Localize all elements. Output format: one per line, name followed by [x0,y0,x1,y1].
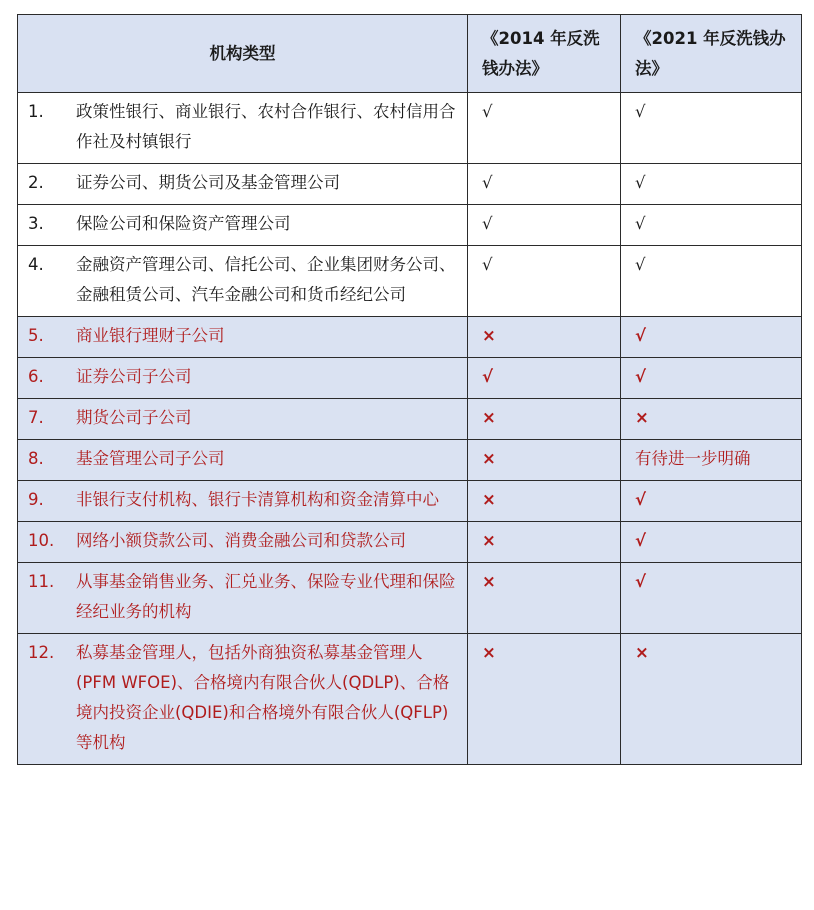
institution-type-text: 网络小额贷款公司、消费金融公司和贷款公司 [76,531,406,550]
status-2014-cell: √ [468,205,621,246]
status-2021-cell: × [621,634,802,765]
table-row [18,358,802,399]
row-number: 8. [28,449,44,468]
status-2014-cell: × [468,399,621,440]
status-2021-cell: √ [621,317,802,358]
institution-type-cell [18,634,468,765]
table-row [18,399,802,440]
status-2014-cell: × [468,563,621,634]
header-2021-rules: 《2021 年反洗钱办法》 [621,15,802,93]
row-number: 1. [28,102,44,121]
status-2014-cell: √ [468,358,621,399]
institution-type-cell [18,481,468,522]
institution-type-text: 基金管理公司子公司 [76,449,225,468]
status-2014-cell: √ [468,246,621,317]
institution-type-cell [18,246,468,317]
row-number: 9. [28,490,44,509]
status-2014-cell: √ [468,93,621,164]
aml-comparison-table [17,14,802,765]
institution-type-cell [18,358,468,399]
table-row [18,164,802,205]
institution-type-cell [18,93,468,164]
row-number: 2. [28,173,44,192]
table-body [18,93,802,765]
status-2014-cell: √ [468,164,621,205]
table-row [18,634,802,765]
row-number: 7. [28,408,44,427]
table-row [18,563,802,634]
table-header-row [18,15,802,93]
institution-type-cell [18,399,468,440]
institution-type-text: 从事基金销售业务、汇兑业务、保险专业代理和保险经纪业务的机构 [76,572,456,621]
table-row [18,522,802,563]
status-2014-cell: × [468,440,621,481]
institution-type-cell [18,440,468,481]
status-2014-cell: × [468,522,621,563]
status-2021-cell: √ [621,164,802,205]
status-2021-cell: √ [621,93,802,164]
table-row [18,317,802,358]
comparison-table-container [17,14,802,765]
table-row [18,481,802,522]
table-row [18,205,802,246]
status-2021-cell: √ [621,358,802,399]
status-2021-cell: × [621,399,802,440]
row-number: 6. [28,367,44,386]
status-2021-cell: √ [621,246,802,317]
row-number: 10. [28,531,55,550]
table-row [18,93,802,164]
status-2014-cell: × [468,317,621,358]
status-2021-cell: √ [621,481,802,522]
table-row [18,246,802,317]
institution-type-text: 证券公司子公司 [76,367,192,386]
row-number: 11. [28,572,55,591]
header-2014-rules: 《2014 年反洗钱办法》 [468,15,621,93]
institution-type-text: 商业银行理财子公司 [76,326,225,345]
institution-type-text: 私募基金管理人，包括外商独资私募基金管理人(PFM WFOE)、合格境内有限合伙人(QDLP)、合格境内投资企业(QDIE)和合格境外有限合伙人(QFLP)等机构 [76,643,450,752]
status-2021-cell: √ [621,205,802,246]
row-number: 5. [28,326,44,345]
row-number: 4. [28,255,44,274]
institution-type-text: 非银行支付机构、银行卡清算机构和资金清算中心 [76,490,439,509]
institution-type-cell [18,522,468,563]
institution-type-text: 证券公司、期货公司及基金管理公司 [76,173,340,192]
status-2021-cell: √ [621,563,802,634]
institution-type-cell [18,317,468,358]
status-2021-cell: 有待进一步明确 [621,440,802,481]
institution-type-cell [18,205,468,246]
status-2014-cell: × [468,634,621,765]
table-row [18,440,802,481]
row-number: 3. [28,214,44,233]
institution-type-text: 金融资产管理公司、信托公司、企业集团财务公司、金融租赁公司、汽车金融公司和货币经纪公司 [76,255,456,304]
institution-type-text: 保险公司和保险资产管理公司 [76,214,291,233]
institution-type-cell [18,563,468,634]
row-number: 12. [28,643,55,662]
header-institution-type: 机构类型 [18,15,468,93]
institution-type-text: 期货公司子公司 [76,408,192,427]
institution-type-cell [18,164,468,205]
status-2021-cell: √ [621,522,802,563]
institution-type-text: 政策性银行、商业银行、农村合作银行、农村信用合作社及村镇银行 [76,102,456,151]
status-2014-cell: × [468,481,621,522]
